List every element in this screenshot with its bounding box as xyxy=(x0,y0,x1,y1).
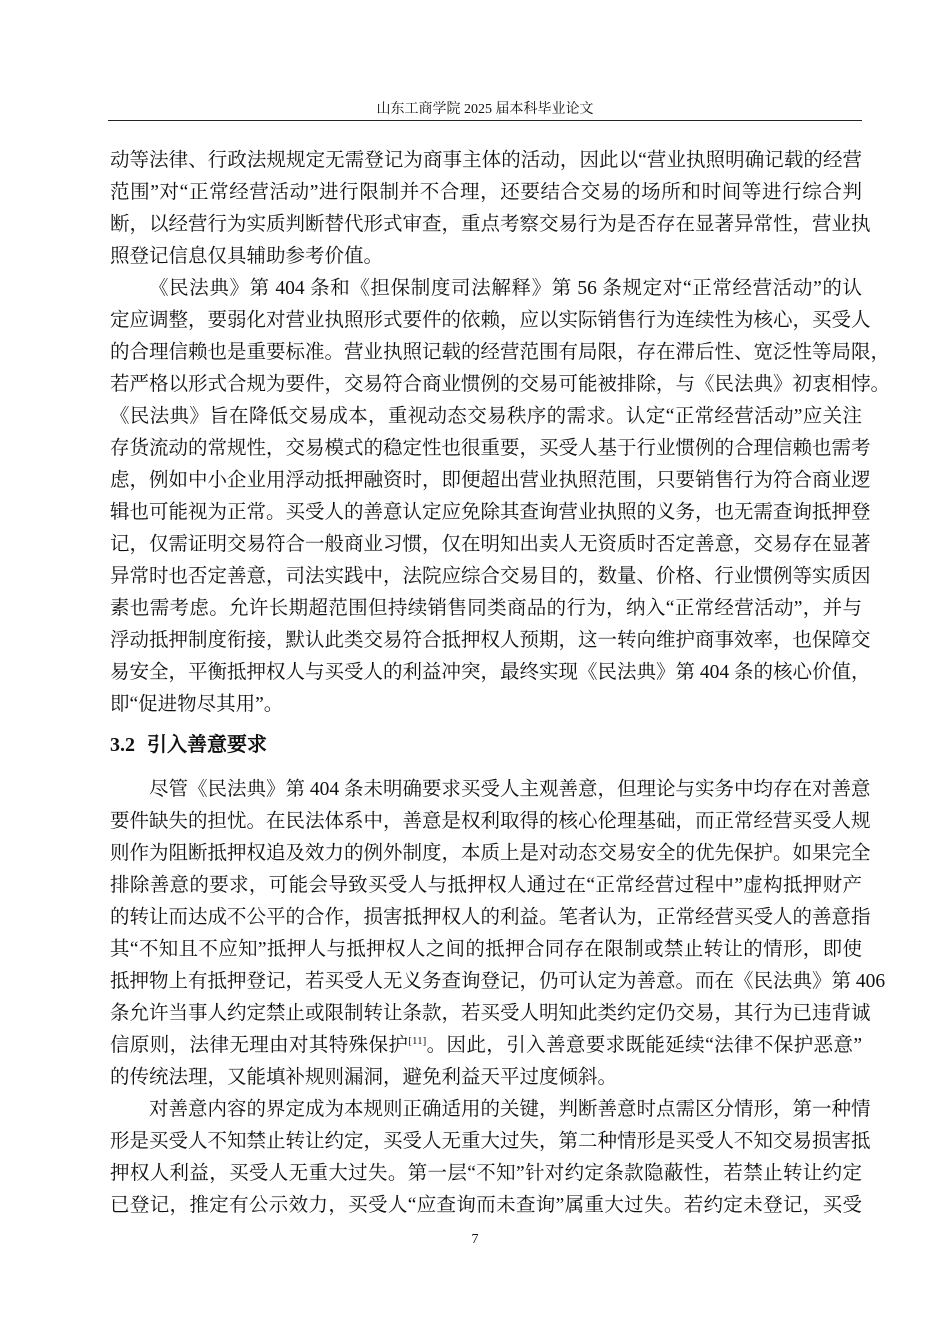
text-line: 照登记信息仅具辅助参考价值。 xyxy=(110,246,384,267)
text-line: 《民法典》第 404 条和《担保制度司法解释》第 56 条规定对“正常经营活动”的认 xyxy=(149,278,862,299)
text-line: 动等法律、行政法规规定无需登记为商事主体的活动，因此以“营业执照明确记载的经营 xyxy=(110,150,862,171)
paragraph xyxy=(110,273,891,721)
page-number: 7 xyxy=(471,1232,479,1247)
text-line: 存货流动的常规性，交易模式的稳定性也很重要，买受人基于行业惯例的合理信赖也需考 xyxy=(110,438,871,459)
section-title: 引入善意要求 xyxy=(147,734,267,756)
text-line: 则作为阻断抵押权追及效力的例外制度，本质上是对动态交易安全的优先保护。如果完全 xyxy=(110,843,871,864)
text-line: 异常时也否定善意，司法实践中，法院应综合交易目的，数量、价格、行业惯例等实质因 xyxy=(110,566,871,587)
text-line: 即“促进物尽其用”。 xyxy=(110,694,284,715)
text-line: 其“不知且不应知”抵押人与抵押权人之间的抵押合同存在限制或禁止转让的情形，即使 xyxy=(110,939,862,960)
citation-text-after: 。因此，引入善意要求既能延续“法律不保护恶意” xyxy=(426,1035,862,1056)
text-line: 若严格以形式合规为要件，交易符合商业惯例的交易可能被排除，与《民法典》初衷相悖。 xyxy=(110,374,891,395)
text-line: 易安全，平衡抵押权人与买受人的利益冲突，最终实现《民法典》第 404 条的核心价值， xyxy=(110,662,871,683)
text-line: 形是买受人不知禁止转让约定，买受人无重大过失，第二种情形是买受人不知交易损害抵 xyxy=(110,1131,871,1152)
text-line: 抵押物上有抵押登记，若买受人无义务查询登记，仍可认定为善意。而在《民法典》第 406 xyxy=(110,971,886,992)
text-line: 断，以经营行为实质判断替代形式审查，重点考察交易行为是否存在显著异常性，营业执 xyxy=(110,214,871,235)
text-line: 范围”对“正常经营活动”进行限制并不合理，还要结合交易的场所和时间等进行综合判 xyxy=(110,182,862,203)
citation-text-before: 信原则，法律无理由对其特殊保护 xyxy=(110,1035,409,1056)
text-line: 《民法典》旨在降低交易成本，重视动态交易秩序的需求。认定“正常经营活动”应关注 xyxy=(110,406,862,427)
text-line: 的合理信赖也是重要标准。营业执照记载的经营范围有局限，存在滞后性、宽泛性等局限， xyxy=(110,342,891,363)
text-line: 定应调整，要弱化对营业执照形式要件的依赖，应以实际销售行为连续性为核心，买受人 xyxy=(110,310,871,331)
header-divider xyxy=(108,120,862,121)
text-line: 记，仅需证明交易符合一般商业习惯，仅在明知出卖人无资质时否定善意，交易存在显著 xyxy=(110,534,871,555)
text-line: 要件缺失的担忧。在民法体系中，善意是权利取得的核心伦理基础，而正常经营买受人规 xyxy=(110,811,871,832)
citation-reference[interactable]: [11] xyxy=(408,1035,427,1047)
text-line: 排除善意的要求，可能会导致买受人与抵押权人通过在“正常经营过程中”虚构抵押财产 xyxy=(110,875,862,896)
section-heading xyxy=(110,729,862,761)
text-line: 辑也可能视为正常。买受人的善意认定应免除其查询营业执照的义务，也无需查询抵押登 xyxy=(110,502,871,523)
text-line: 虑，例如中小企业用浮动抵押融资时，即便超出营业执照范围，只要销售行为符合商业逻 xyxy=(110,470,871,491)
text-line: 浮动抵押制度衔接，默认此类交易符合抵押权人预期，这一转向维护商事效率，也保障交 xyxy=(110,630,871,651)
text-line: 已登记，推定有公示效力，买受人“应查询而未查询”属重大过失。若约定未登记，买受 xyxy=(110,1195,862,1216)
text-line: 的传统法理，又能填补规则漏洞，避免利益天平过度倾斜。 xyxy=(110,1067,618,1088)
text-line: 条允许当事人约定禁止或限制转让条款，若买受人明知此类约定仍交易，其行为已违背诚 xyxy=(110,1003,871,1024)
text-line: 尽管《民法典》第 404 条未明确要求买受人主观善意，但理论与实务中均存在对善意 xyxy=(149,779,871,800)
running-header: 山东工商学院 2025 届本科毕业论文 xyxy=(376,102,594,117)
paragraph xyxy=(110,1094,871,1222)
text-line: 对善意内容的界定成为本规则正确适用的关键，判断善意时点需区分情形，第一种情 xyxy=(149,1099,871,1120)
document-body xyxy=(110,145,891,1222)
text-line xyxy=(110,1030,862,1062)
text-line: 押权人利益，买受人无重大过失。第一层“不知”针对约定条款隐蔽性，若禁止转让约定 xyxy=(110,1163,862,1184)
paragraph xyxy=(110,774,886,1094)
text-line: 素也需考虑。允许长期超范围但持续销售同类商品的行为，纳入“正常经营活动”，并与 xyxy=(110,598,862,619)
paragraph xyxy=(110,145,871,273)
section-number: 3.2 xyxy=(110,734,135,756)
text-line: 的转让而达成不公平的合作，损害抵押权人的利益。笔者认为，正常经营买受人的善意指 xyxy=(110,907,871,928)
